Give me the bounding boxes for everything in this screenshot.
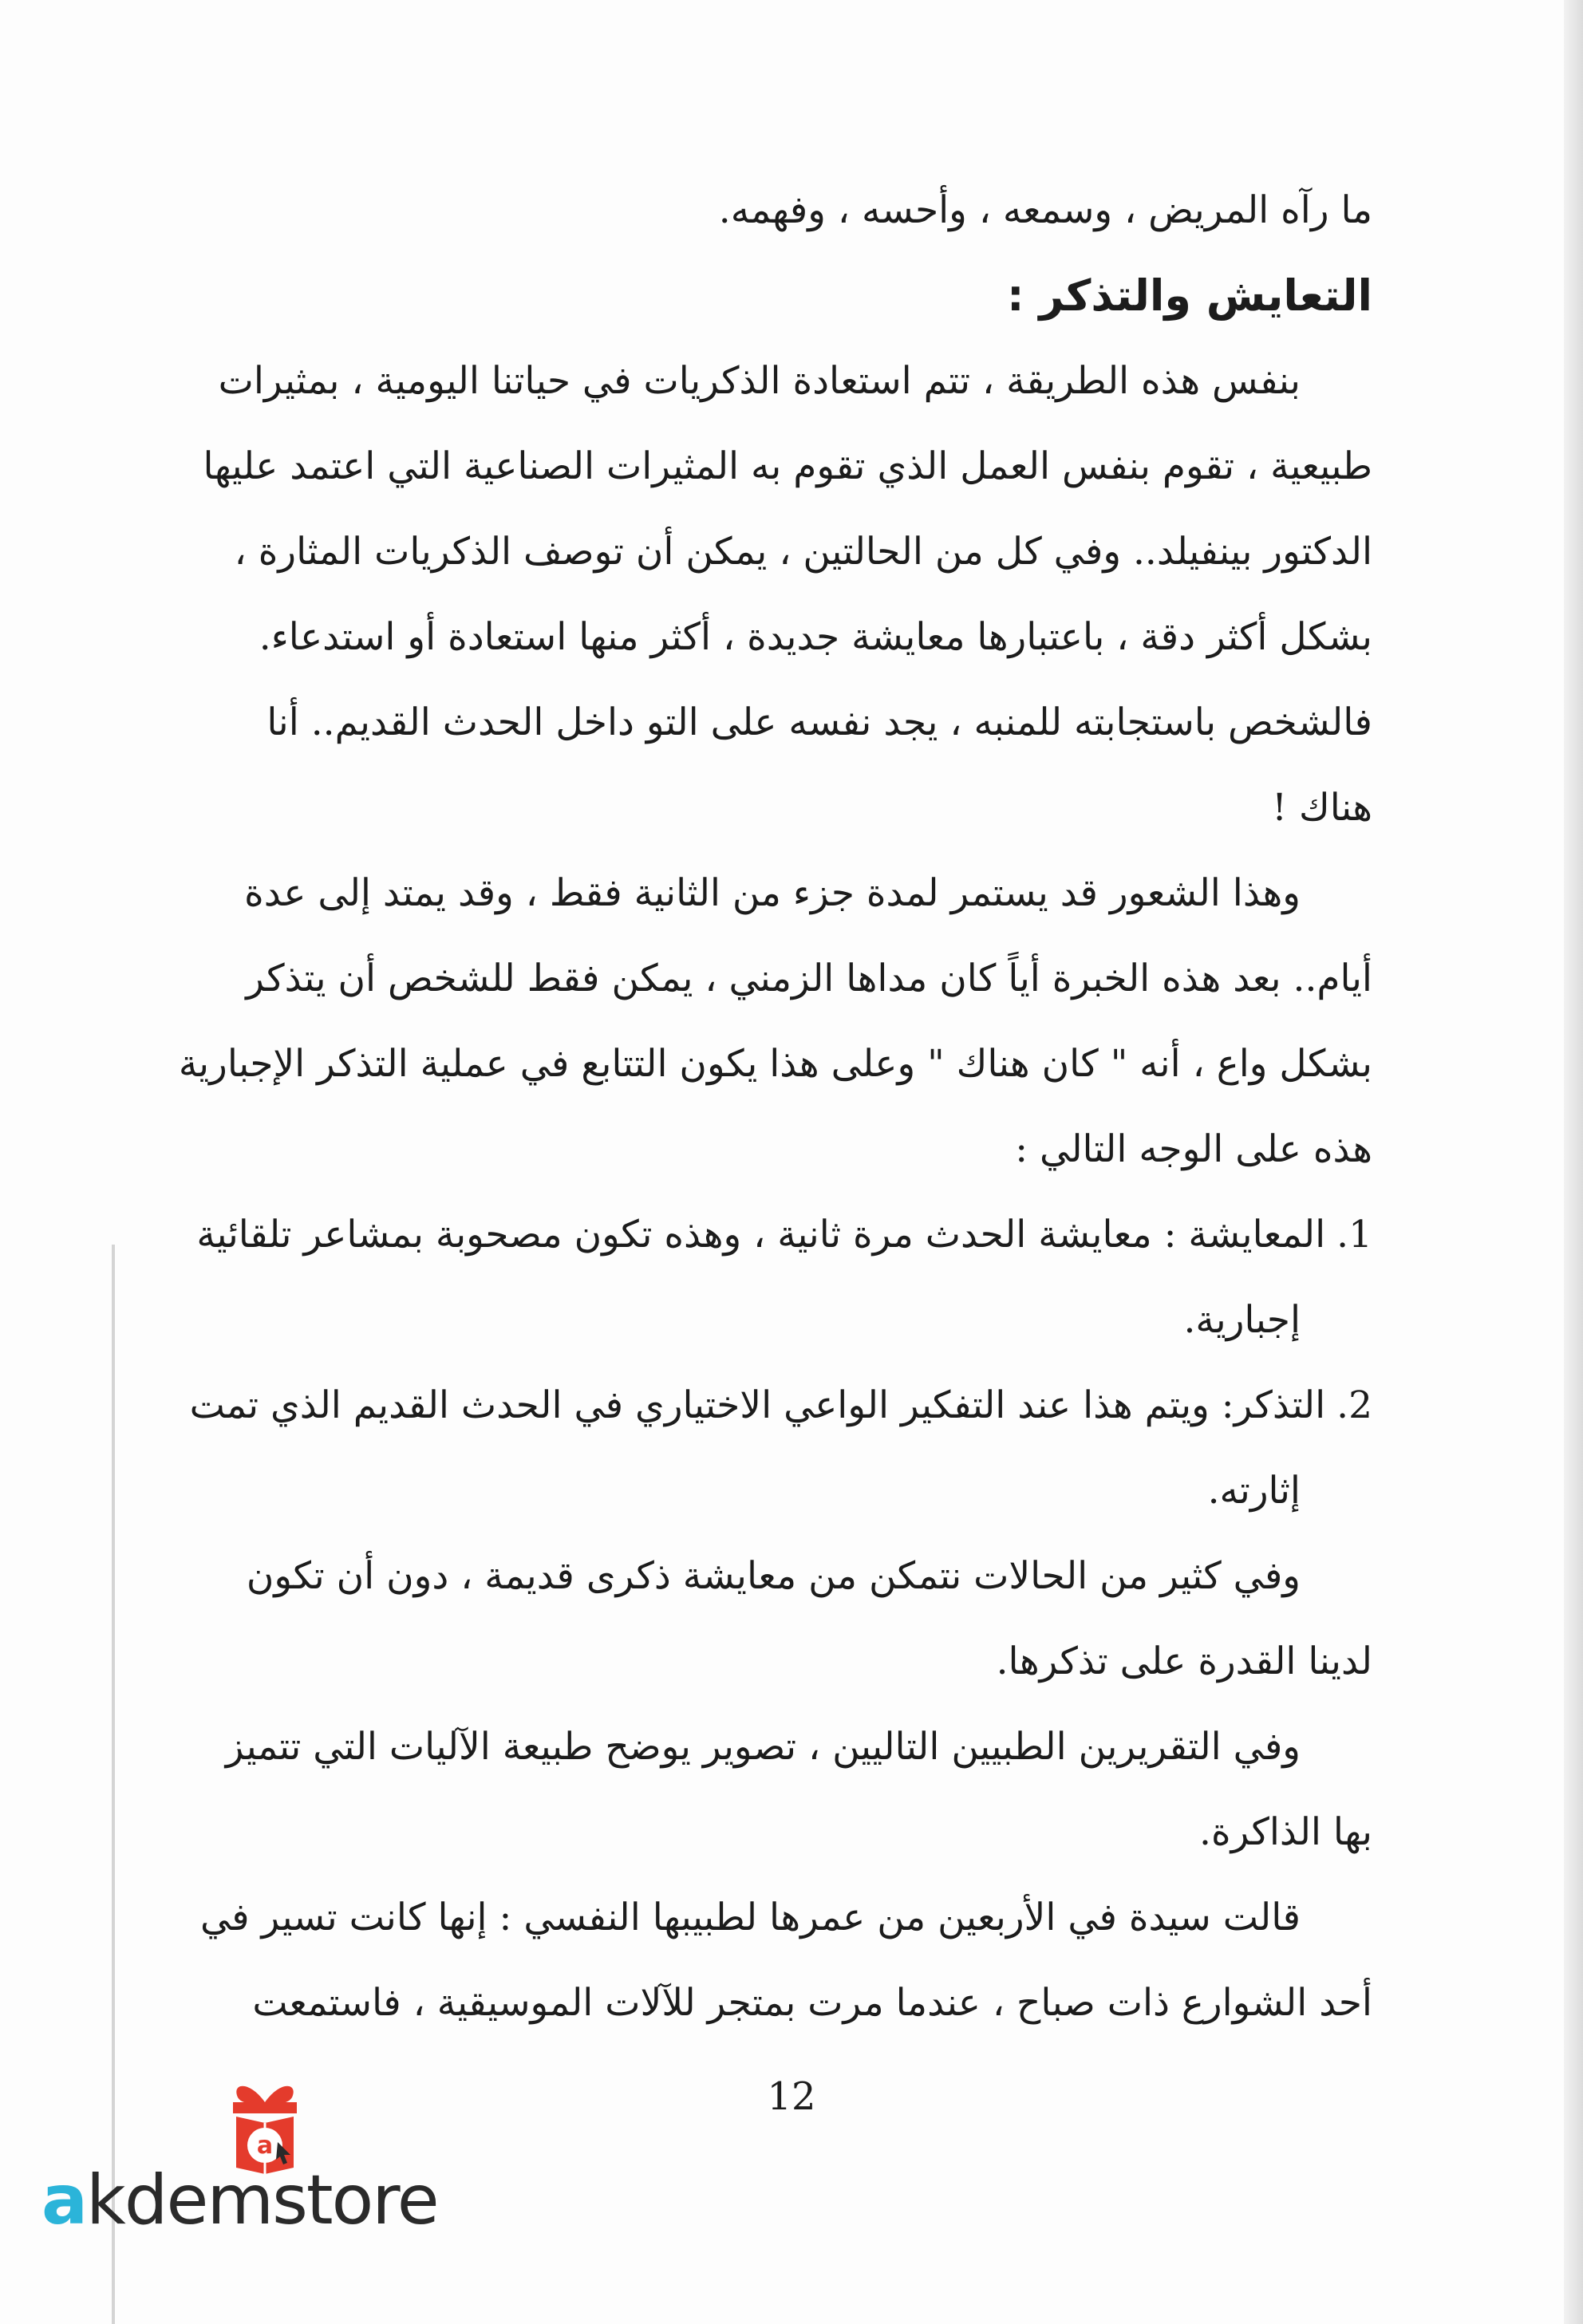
body-text — [112, 168, 1372, 2046]
text-line: بشكل أكثر دقة ، باعتبارها معايشة جديدة ، أكثر منها استعادة أو استدعاء. — [259, 615, 1372, 659]
list-item-text: التذكر: ويتم هذا عند التفكير الواعي الاختياري في الحدث القديم الذي تمت — [189, 1383, 1326, 1427]
text-line: أيام.. بعد هذه الخبرة أياً كان مداها الزمني ، يمكن فقط للشخص أن يتذكر — [246, 957, 1372, 1000]
page-number: 12 — [767, 2074, 816, 2119]
logo-letter-a: a — [41, 2160, 87, 2240]
list-item — [112, 1363, 1372, 1448]
text-line: إجبارية. — [1183, 1298, 1301, 1342]
logo-text-rest: kdemstore — [86, 2160, 438, 2240]
list-number: 2. — [1336, 1383, 1372, 1427]
section-heading: التعايش والتذكر : — [1007, 270, 1372, 321]
text-line: بها الذاكرة. — [1199, 1810, 1372, 1854]
store-logo — [41, 2078, 456, 2240]
text-line: إثارته. — [1207, 1469, 1301, 1513]
text-line: وفي كثير من الحالات نتمكن من معايشة ذكرى قديمة ، دون أن تكون — [246, 1554, 1301, 1598]
text-line: بنفس هذه الطريقة ، تتم استعادة الذكريات في حياتنا اليومية ، بمثيرات — [218, 359, 1301, 403]
text-line: قالت سيدة في الأربعين من عمرها لطبيبها النفسي : إنها كانت تسير في — [199, 1896, 1301, 1939]
text-line: أحد الشوارع ذات صباح ، عندما مرت بمتجر للآلات الموسيقية ، فاستمعت — [252, 1981, 1372, 2025]
text-line: هذه على الوجه التالي : — [1015, 1127, 1372, 1171]
list-item — [112, 1192, 1372, 1277]
logo-wordmark — [41, 2160, 438, 2240]
text-line: هناك ! — [1272, 786, 1372, 830]
text-line: بشكل واع ، أنه " كان هناك " وعلى هذا يكون التتابع في عملية التذكر الإجبارية — [178, 1042, 1372, 1086]
logo-icon-letter: a — [256, 2132, 274, 2160]
text-line: طبيعية ، تقوم بنفس العمل الذي تقوم به المثيرات الصناعية التي اعتمد عليها — [203, 444, 1372, 488]
page-edge-shadow — [1564, 0, 1583, 2324]
text-line: الدكتور بينفيلد.. وفي كل من الحالتين ، يمكن أن توصف الذكريات المثارة ، — [234, 530, 1372, 574]
text-line: فالشخص باستجابته للمنبه ، يجد نفسه على التو داخل الحدث القديم.. أنا — [266, 700, 1372, 744]
text-line: لدينا القدرة على تذكرها. — [996, 1639, 1372, 1683]
list-item-text: المعايشة : معايشة الحدث مرة ثانية ، وهذه تكون مصحوبة بمشاعر تلقائية — [196, 1213, 1326, 1257]
text-line: ما رآه المريض ، وسمعه ، وأحسه ، وفهمه. — [718, 188, 1372, 232]
text-line: وفي التقريرين الطبيين التاليين ، تصوير يوضح طبيعة الآليات التي تتميز — [225, 1725, 1301, 1769]
text-line: وهذا الشعور قد يستمر لمدة جزء من الثانية فقط ، وقد يمتد إلى عدة — [244, 871, 1301, 915]
list-number: 1. — [1336, 1213, 1372, 1257]
